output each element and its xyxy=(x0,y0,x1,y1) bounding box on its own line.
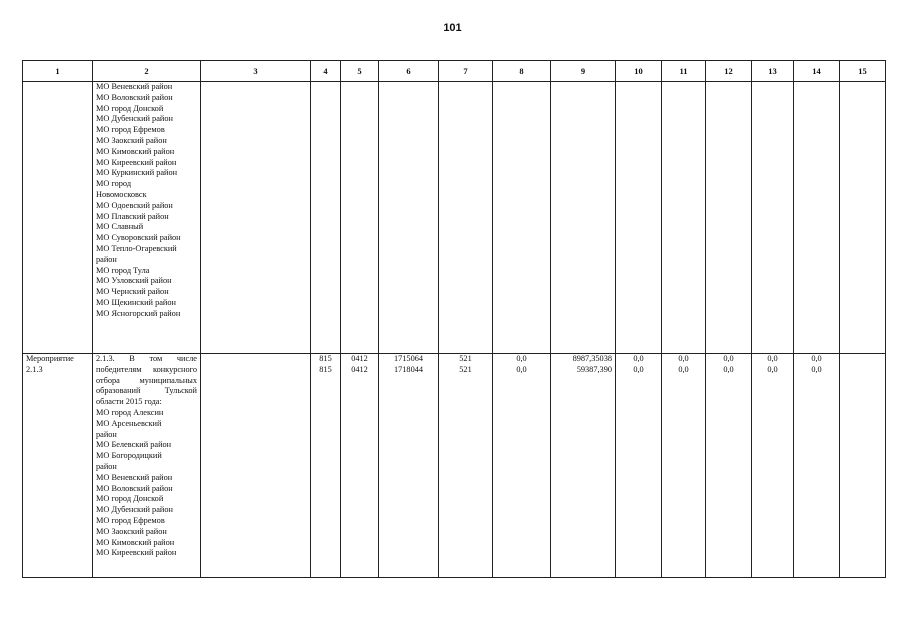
list-item: МО город Донской xyxy=(96,494,164,504)
list-item: МО Заокский район xyxy=(96,526,167,536)
municipality-list xyxy=(93,82,201,354)
list-item: МО город Тула xyxy=(96,265,150,275)
cell-value: 0,0 xyxy=(811,364,822,374)
list-item: МО Одоевский район xyxy=(96,200,173,210)
municipality-list xyxy=(93,354,201,578)
table-cell xyxy=(752,82,794,354)
cell-value: 0,0 xyxy=(811,354,822,363)
table-cell xyxy=(794,354,840,578)
list-item: МО город Донской xyxy=(96,103,164,113)
col-header-14: 14 xyxy=(794,61,840,82)
cell-value: 0,0 xyxy=(633,354,644,363)
col-header-7: 7 xyxy=(439,61,493,82)
table-cell xyxy=(311,82,341,354)
list-item: МО Веневский район xyxy=(96,472,173,482)
col-header-1: 1 xyxy=(23,61,93,82)
table-cell xyxy=(752,354,794,578)
table-cell xyxy=(379,354,439,578)
list-item: МО Белевский район xyxy=(96,440,172,450)
list-item: МО Суворовский район xyxy=(96,233,181,243)
list-item: МО город Ефремов xyxy=(96,125,165,135)
col-header-2: 2 xyxy=(93,61,201,82)
list-item: МО Щекинский район xyxy=(96,297,176,307)
list-item: МО Чернский район xyxy=(96,287,169,297)
table-cell xyxy=(616,82,662,354)
cell-value: 0,0 xyxy=(723,354,734,363)
table-cell xyxy=(439,82,493,354)
list-item: МО Кимовский район xyxy=(96,146,175,156)
table-cell xyxy=(840,82,886,354)
table-cell xyxy=(201,82,311,354)
list-item: МО Киреевский район xyxy=(96,157,177,167)
col-header-11: 11 xyxy=(662,61,706,82)
cell-value: 815 xyxy=(319,364,332,374)
col-header-4: 4 xyxy=(311,61,341,82)
table-cell xyxy=(616,354,662,578)
cell-value: 1715064 xyxy=(393,354,424,363)
col-header-9: 9 xyxy=(551,61,616,82)
table-cell xyxy=(493,82,551,354)
list-item: МО Веневский район xyxy=(96,82,173,91)
table-cell xyxy=(341,354,379,578)
list-item: МО Дубенский район xyxy=(96,505,173,515)
page-number: 101 xyxy=(443,22,462,34)
col-header-5: 5 xyxy=(341,61,379,82)
list-item: МО Воловский район xyxy=(96,92,173,102)
list-item: МО Арсеньевский район xyxy=(96,418,162,439)
budget-table xyxy=(22,60,886,578)
list-item: МО Узловский район xyxy=(96,276,172,286)
cell-value: 0,0 xyxy=(678,354,689,363)
list-item: МО Куркинский район xyxy=(96,168,178,178)
cell-value: 815 xyxy=(319,354,332,363)
cell-value: 521 xyxy=(459,354,472,363)
col-header-12: 12 xyxy=(706,61,752,82)
table-cell xyxy=(840,354,886,578)
cell-value: 0412 xyxy=(351,364,368,374)
table-cell xyxy=(706,354,752,578)
table-cell xyxy=(311,354,341,578)
measure-description: 2.1.3. В том числе победителям конкурсного отбора муниципальных образований Тульской области 2015 года: xyxy=(96,354,197,407)
col-header-3: 3 xyxy=(201,61,311,82)
col-header-13: 13 xyxy=(752,61,794,82)
list-item: МО Киреевский район xyxy=(96,548,177,558)
cell-value: 521 xyxy=(459,364,472,374)
cell-value: 1718044 xyxy=(393,364,424,374)
list-item: МО Плавский район xyxy=(96,211,169,221)
table-cell xyxy=(551,354,616,578)
list-item: МО Кимовский район xyxy=(96,537,175,547)
list-item: МО Дубенский район xyxy=(96,114,173,124)
cell-value: 0,0 xyxy=(516,364,527,374)
cell-value: 59387,390 xyxy=(576,364,612,374)
col-header-6: 6 xyxy=(379,61,439,82)
header-row xyxy=(23,61,886,82)
table-cell xyxy=(706,82,752,354)
list-item: МО Заокский район xyxy=(96,135,167,145)
list-item: МО Ясногорский район xyxy=(96,308,181,318)
cell-value: 8987,35038 xyxy=(572,354,612,363)
table-cell xyxy=(662,82,706,354)
table-cell xyxy=(341,82,379,354)
table-cell xyxy=(551,82,616,354)
list-item: МО город Алексин xyxy=(96,407,164,417)
col-header-15: 15 xyxy=(840,61,886,82)
list-item: МО город Ефремов xyxy=(96,515,165,525)
list-item: МО Воловский район xyxy=(96,483,173,493)
measure-label: Мероприятие 2.1.3 xyxy=(23,354,93,578)
list-item: МО Тепло-Огаревский район xyxy=(96,243,177,264)
table-row xyxy=(23,354,886,578)
table-cell xyxy=(493,354,551,578)
table-cell xyxy=(794,82,840,354)
table-cell xyxy=(201,354,311,578)
cell-value: 0,0 xyxy=(678,364,689,374)
table-cell xyxy=(23,82,93,354)
table-cell xyxy=(439,354,493,578)
list-item: МО Славный xyxy=(96,222,144,232)
list-item: МО город Новомосковск xyxy=(96,179,147,199)
cell-value: 0,0 xyxy=(767,354,778,363)
table-row xyxy=(23,82,886,354)
table-cell xyxy=(662,354,706,578)
cell-value: 0,0 xyxy=(723,364,734,374)
cell-value: 0,0 xyxy=(516,354,527,363)
list-item: МО Богородицкий район xyxy=(96,451,162,471)
cell-value: 0,0 xyxy=(767,364,778,374)
cell-value: 0412 xyxy=(351,354,368,363)
table-cell xyxy=(379,82,439,354)
cell-value: 0,0 xyxy=(633,364,644,374)
col-header-10: 10 xyxy=(616,61,662,82)
col-header-8: 8 xyxy=(493,61,551,82)
